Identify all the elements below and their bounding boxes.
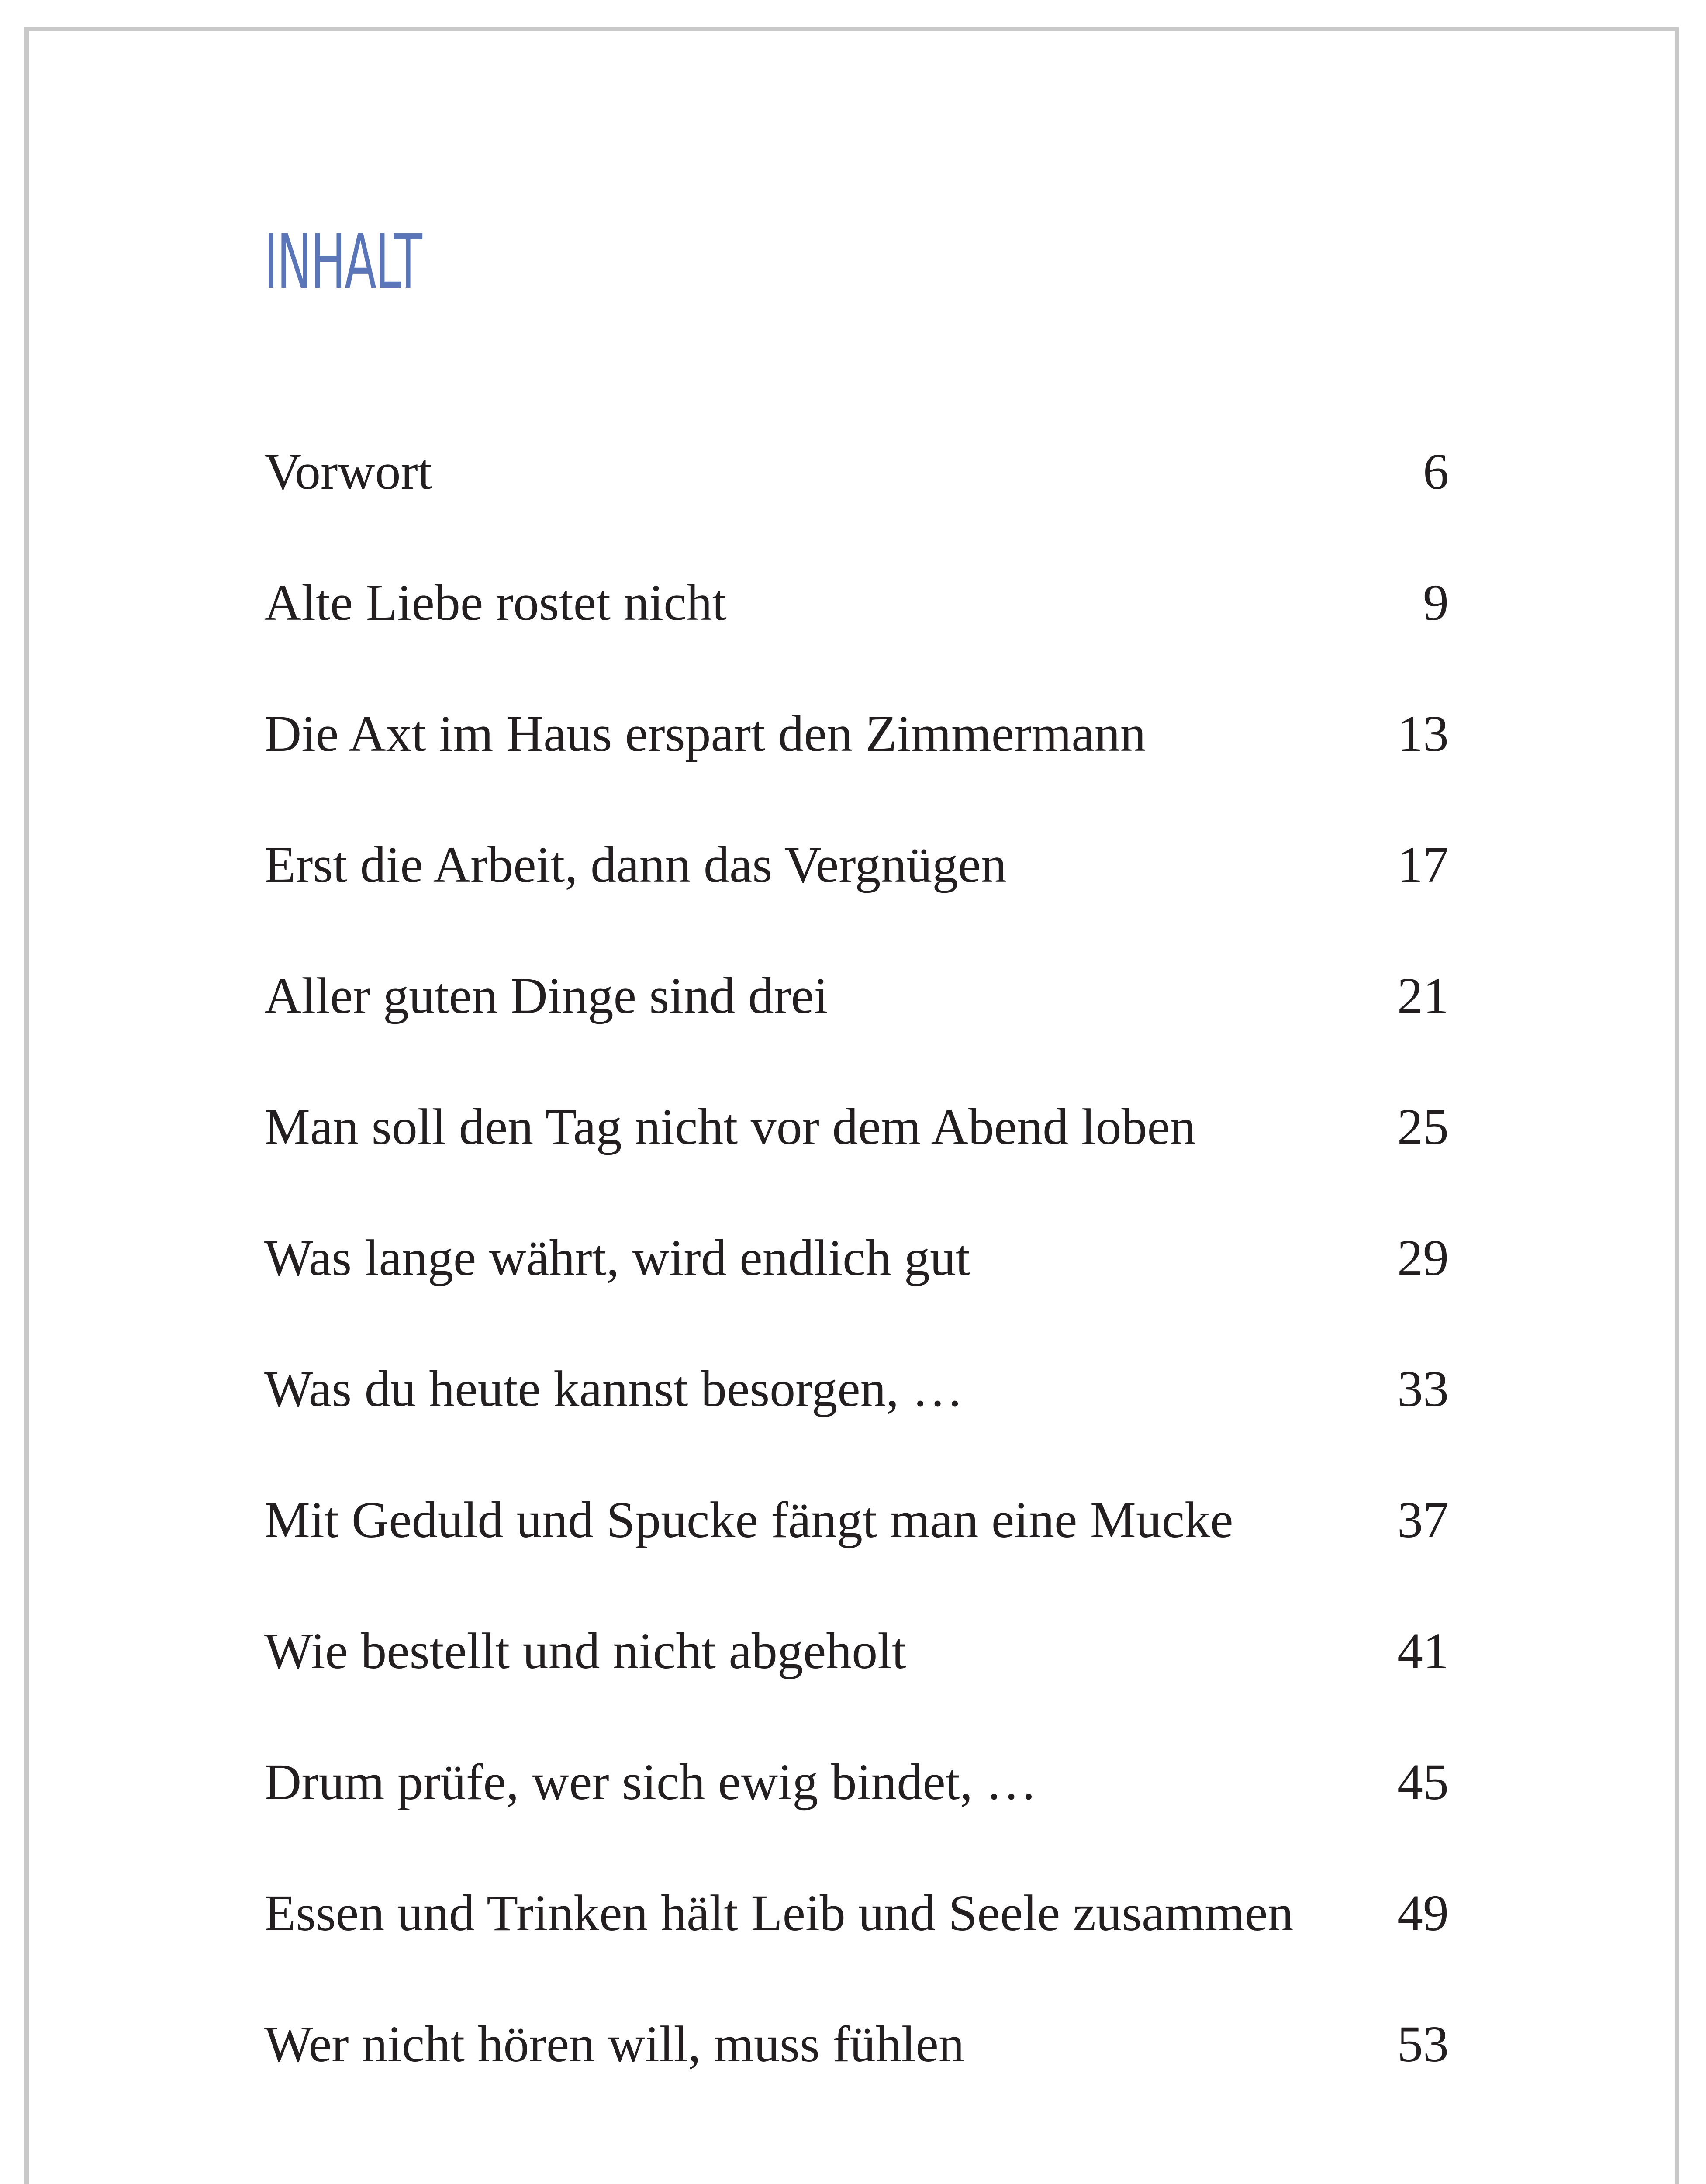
toc-entry-title: Man soll den Tag nicht vor dem Abend loben	[264, 1098, 1196, 1155]
toc-entry[interactable]	[264, 1345, 1449, 1476]
toc-entry-page: 21	[1397, 967, 1449, 1024]
toc-entry-title: Drum prüfe, wer sich ewig bindet, …	[264, 1753, 1037, 1811]
toc-entry[interactable]	[264, 1214, 1449, 1345]
toc-entry-title: Essen und Trinken hält Leib und Seele zusammen	[264, 1884, 1294, 1942]
toc-heading: INHALT	[264, 218, 421, 306]
toc-entry[interactable]	[264, 690, 1449, 821]
toc-entry[interactable]	[264, 1083, 1449, 1214]
toc-list	[264, 428, 1449, 2132]
toc-entry[interactable]	[264, 428, 1449, 559]
toc-entry[interactable]	[264, 559, 1449, 690]
toc-entry-page: 9	[1423, 574, 1449, 631]
toc-entry[interactable]	[264, 952, 1449, 1083]
toc-entry-page: 17	[1397, 836, 1449, 893]
toc-entry[interactable]	[264, 1738, 1449, 1870]
toc-entry-page: 13	[1397, 705, 1449, 762]
toc-entry[interactable]	[264, 2001, 1449, 2132]
toc-entry-title: Alte Liebe rostet nicht	[264, 574, 727, 631]
toc-entry-page: 49	[1397, 1884, 1449, 1942]
toc-entry-title: Mit Geduld und Spucke fängt man eine Mucke	[264, 1491, 1233, 1548]
toc-entry-title: Wer nicht hören will, muss fühlen	[264, 2015, 964, 2073]
toc-entry-title: Was du heute kannst besorgen, …	[264, 1360, 964, 1417]
toc-entry-page: 33	[1397, 1360, 1449, 1417]
toc-entry-title: Aller guten Dinge sind drei	[264, 967, 829, 1024]
toc-entry-title: Was lange währt, wird endlich gut	[264, 1229, 970, 1286]
toc-entry-page: 41	[1397, 1622, 1449, 1679]
toc-entry[interactable]	[264, 1476, 1449, 1607]
toc-entry-page: 6	[1423, 443, 1449, 500]
toc-entry[interactable]	[264, 1607, 1449, 1738]
toc-entry-page: 45	[1397, 1753, 1449, 1811]
toc-entry[interactable]	[264, 821, 1449, 952]
toc-entry-title: Die Axt im Haus erspart den Zimmermann	[264, 705, 1146, 762]
toc-entry-title: Erst die Arbeit, dann das Vergnügen	[264, 836, 1007, 893]
toc-entry-page: 29	[1397, 1229, 1449, 1286]
toc-entry-title: Vorwort	[264, 443, 432, 500]
toc-entry-title: Wie bestellt und nicht abgeholt	[264, 1622, 906, 1679]
toc-entry[interactable]	[264, 1870, 1449, 2001]
toc-entry-page: 25	[1397, 1098, 1449, 1155]
toc-entry-page: 53	[1397, 2015, 1449, 2073]
toc-entry-page: 37	[1397, 1491, 1449, 1548]
